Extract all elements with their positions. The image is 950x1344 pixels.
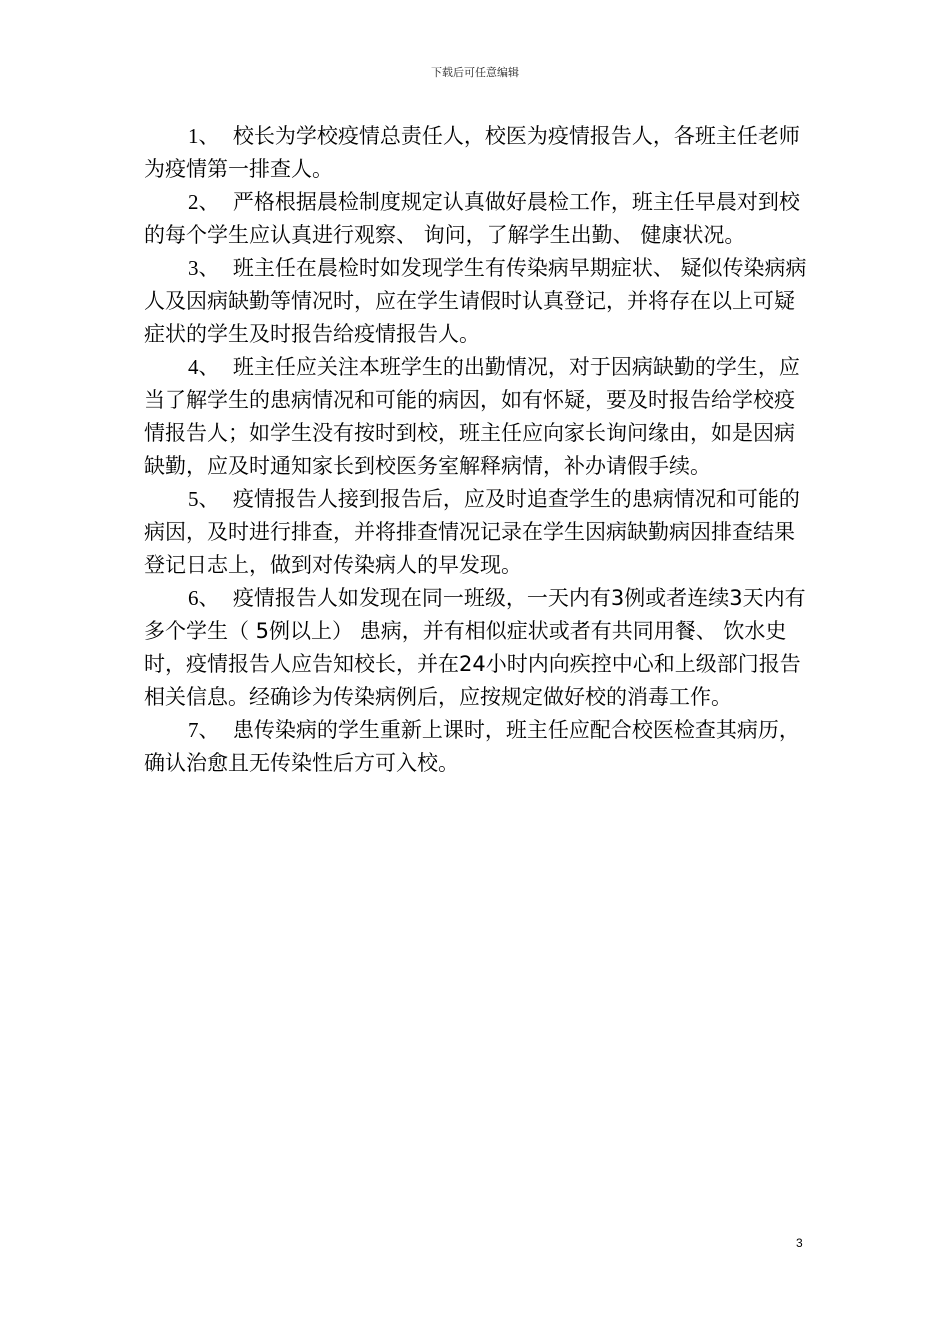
- item-number: 2、: [188, 190, 220, 214]
- list-item-3: [144, 252, 808, 351]
- document-body: [144, 120, 808, 780]
- list-item-7: [144, 714, 808, 780]
- list-item-1: [144, 120, 808, 186]
- list-item-4: [144, 351, 808, 483]
- list-item-5: [144, 483, 808, 582]
- page-number: 3: [796, 1236, 803, 1250]
- item-number: 5、: [188, 487, 220, 511]
- item-text: 班主任应关注本班学生的出勤情况，对于因病缺勤的学生，应当了解学生的患病情况和可能的病因，如有怀疑，要及时报告给学校疫情报告人；如学生没有按时到校，班主任应向家长询问缘由，如是因病缺勤，应及时通知家长到校医务室解释病情，补办请假手续。: [144, 355, 800, 478]
- item-text: 疫情报告人接到报告后，应及时追查学生的患病情况和可能的病因，及时进行排查，并将排查情况记录在学生因病缺勤病因排查结果登记日志上，做到对传染病人的早发现。: [144, 487, 800, 577]
- page-header: 下载后可任意编辑: [431, 66, 519, 79]
- item-number: 6、: [188, 586, 220, 610]
- item-text: 班主任在晨检时如发现学生有传染病早期症状、 疑似传染病病人及因病缺勤等情况时，应在学生请假时认真登记，并将存在以上可疑症状的学生及时报告给疫情报告人。: [144, 256, 807, 346]
- item-text: 校长为学校疫情总责任人，校医为疫情报告人，各班主任老师为疫情第一排查人。: [144, 124, 800, 181]
- item-text: 疫情报告人如发现在同一班级，一天内有3例或者连续3天内有多个学生（ 5例以上） 患病，并有相似症状或者有共同用餐、 饮水史时，疫情报告人应告知校长，并在24小时内向疾控中心和上级部门报告相关信息。经确诊为传染病例后，应按规定做好校的消毒工作。: [144, 586, 806, 709]
- item-number: 1、: [188, 124, 220, 148]
- list-item-2: [144, 186, 808, 252]
- item-text: 严格根据晨检制度规定认真做好晨检工作，班主任早晨对到校的每个学生应认真进行观察、 询问，了解学生出勤、 健康状况。: [144, 190, 800, 247]
- list-item-6: [144, 582, 808, 714]
- item-number: 3、: [188, 256, 220, 280]
- item-number: 7、: [188, 718, 220, 742]
- item-number: 4、: [188, 355, 220, 379]
- item-text: 患传染病的学生重新上课时，班主任应配合校医检查其病历，确认治愈且无传染性后方可入校。: [144, 718, 800, 775]
